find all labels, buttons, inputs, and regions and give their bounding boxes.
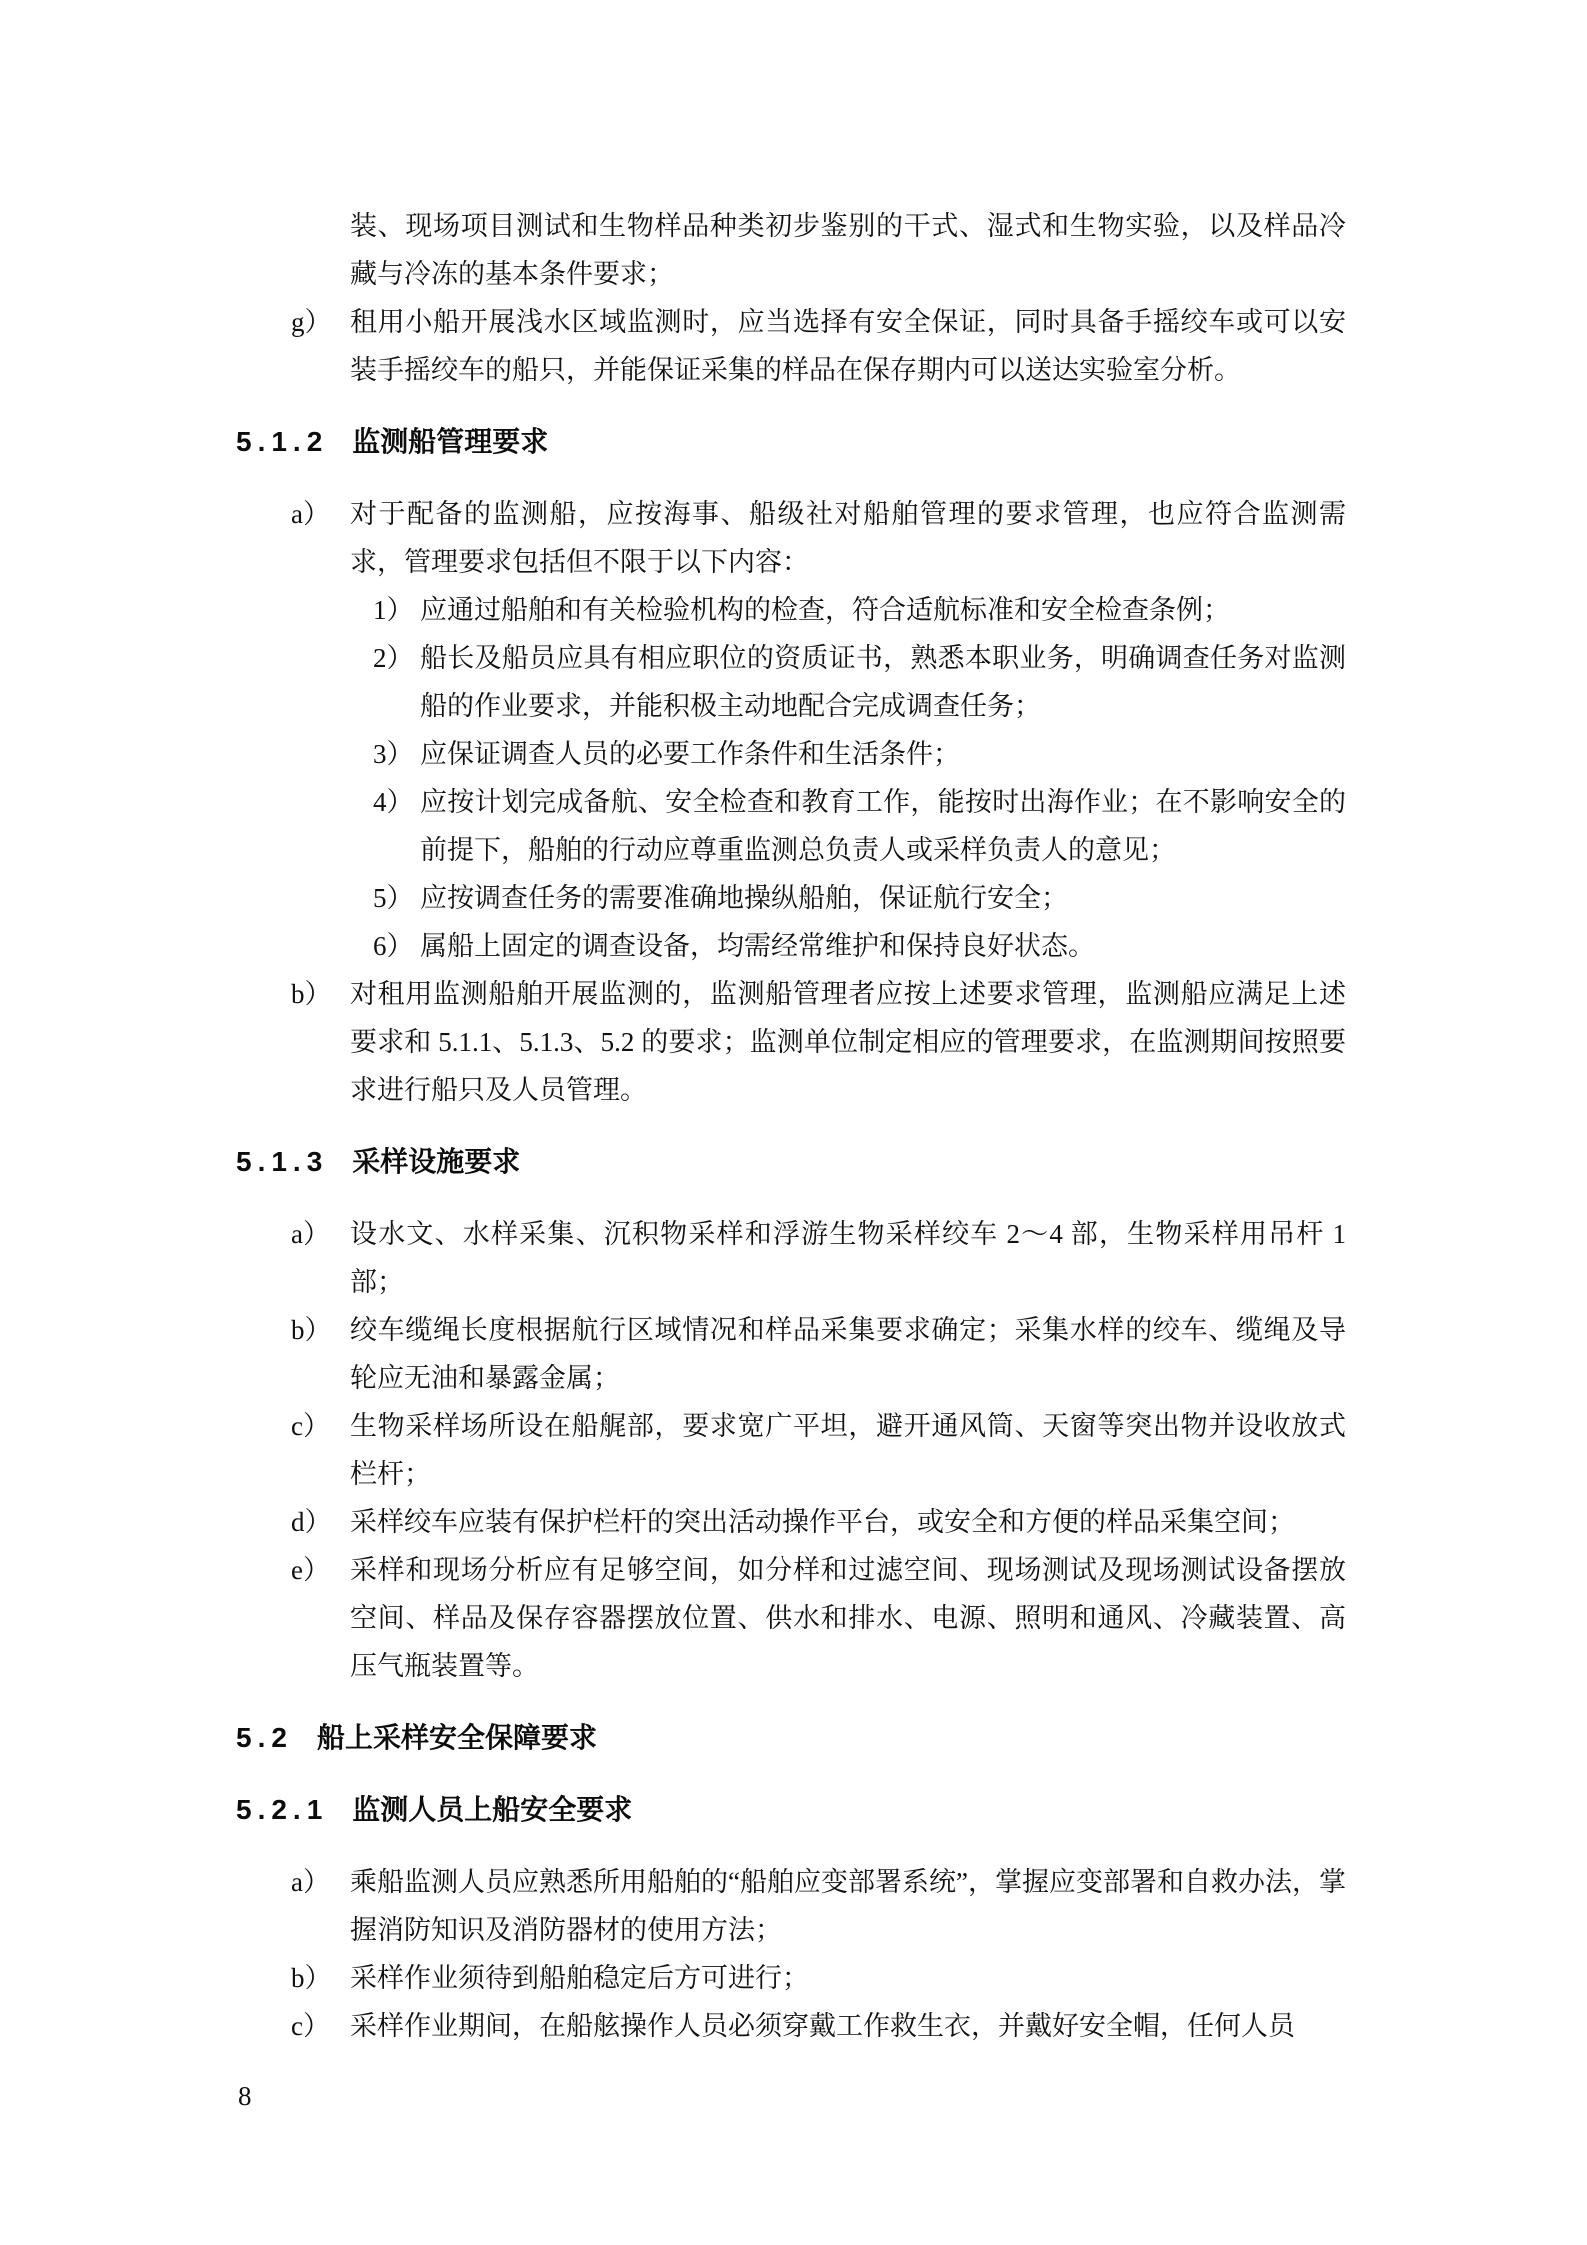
section-title: 监测人员上船安全要求 — [352, 1794, 633, 1825]
page-content — [236, 202, 1346, 2050]
sub-item-text: 应按计划完成备航、安全检查和教育工作，能按时出海作业；在不影响安全的前提下，船舶的行动应尊重监测总负责人或采样负责人的意见； — [420, 787, 1346, 865]
list-item-b — [236, 1306, 1346, 1402]
section-number: 5.1.3 — [236, 1146, 329, 1177]
list-marker: b） — [291, 1963, 332, 1993]
list-marker: a） — [291, 1219, 330, 1249]
continuation-paragraph: 装、现场项目测试和生物样品种类初步鉴别的干式、湿式和生物实验，以及样品冷藏与冷冻的基本条件要求； — [350, 211, 1346, 289]
section-title: 监测船管理要求 — [352, 426, 549, 457]
list-marker: d） — [291, 1507, 332, 1537]
section-heading-5-1-2 — [236, 418, 1346, 466]
sub-item-4 — [236, 778, 1346, 874]
section-heading-5-2 — [236, 1714, 1346, 1762]
sub-item-text: 应按调查任务的需要准确地操纵船舶，保证航行安全； — [420, 883, 1068, 913]
list-marker: a） — [291, 499, 330, 529]
list-item-a — [236, 1858, 1346, 1954]
sub-item-1 — [236, 586, 1346, 634]
section-heading-5-1-3 — [236, 1138, 1346, 1186]
sub-item-2 — [236, 634, 1346, 730]
sub-item-5 — [236, 874, 1346, 922]
list-item-c — [236, 1402, 1346, 1498]
sub-item-marker: 2） — [373, 643, 414, 673]
list-marker: b） — [291, 1315, 332, 1345]
sub-item-marker: 3） — [373, 739, 414, 769]
list-marker: a） — [291, 1867, 330, 1897]
list-item-text: 对于配备的监测船，应按海事、船级社对船舶管理的要求管理，也应符合监测需求，管理要求包括但不限于以下内容： — [350, 499, 1346, 577]
list-item-text: 采样作业期间，在船舷操作人员必须穿戴工作救生衣，并戴好安全帽，任何人员 — [350, 2011, 1295, 2041]
section-heading-5-2-1 — [236, 1786, 1346, 1834]
list-item-a — [236, 490, 1346, 586]
list-marker: c） — [291, 2011, 330, 2041]
sub-item-marker: 4） — [373, 787, 414, 817]
list-item-text: 对租用监测船舶开展监测的，监测船管理者应按上述要求管理，监测船应满足上述要求和 5.1.1、5.1.3、5.2 的要求；监测单位制定相应的管理要求，在监测期间按照要求进行船只及人员管理。 — [350, 979, 1346, 1105]
sub-item-marker: 1） — [373, 595, 414, 625]
list-item-d — [236, 1498, 1346, 1546]
list-item-text: 采样绞车应装有保护栏杆的突出活动操作平台，或安全和方便的样品采集空间； — [350, 1507, 1295, 1537]
sub-item-text: 属船上固定的调查设备，均需经常维护和保持良好状态。 — [420, 931, 1095, 961]
list-item-text: 采样作业须待到船舶稳定后方可进行； — [350, 1963, 809, 1993]
list-item-c — [236, 2002, 1346, 2050]
page-number: 8 — [238, 2081, 252, 2111]
section-title: 船上采样安全保障要求 — [316, 1722, 597, 1753]
sub-item-text: 应通过船舶和有关检验机构的检查，符合适航标准和安全检查条例； — [420, 595, 1230, 625]
list-item-text: 乘船监测人员应熟悉所用船舶的“船舶应变部署系统”，掌握应变部署和自救办法，掌握消防知识及消防器材的使用方法； — [350, 1867, 1346, 1945]
list-item-g — [236, 298, 1346, 394]
list-item-a — [236, 1210, 1346, 1306]
list-item-text: 采样和现场分析应有足够空间，如分样和过滤空间、现场测试及现场测试设备摆放空间、样品及保存容器摆放位置、供水和排水、电源、照明和通风、冷藏装置、高压气瓶装置等。 — [350, 1555, 1346, 1681]
sub-item-text: 应保证调查人员的必要工作条件和生活条件； — [420, 739, 960, 769]
list-marker: b） — [291, 979, 332, 1009]
list-item-text: 设水文、水样采集、沉积物采样和浮游生物采样绞车 2～4 部，生物采样用吊杆 1 部； — [350, 1219, 1346, 1297]
list-item-e — [236, 1546, 1346, 1690]
section-number: 5.2 — [236, 1722, 293, 1753]
list-item-text: 绞车缆绳长度根据航行区域情况和样品采集要求确定；采集水样的绞车、缆绳及导轮应无油和暴露金属； — [350, 1315, 1346, 1393]
sub-item-text: 船长及船员应具有相应职位的资质证书，熟悉本职业务，明确调查任务对监测船的作业要求，并能积极主动地配合完成调查任务； — [420, 643, 1346, 721]
list-item-text: 生物采样场所设在船艉部，要求宽广平坦，避开通风筒、天窗等突出物并设收放式栏杆； — [350, 1411, 1346, 1489]
section-title: 采样设施要求 — [352, 1146, 521, 1177]
sub-item-marker: 5） — [373, 883, 414, 913]
sub-item-3 — [236, 730, 1346, 778]
list-marker: e） — [291, 1555, 330, 1585]
list-marker: c） — [291, 1411, 330, 1441]
sub-item-6 — [236, 922, 1346, 970]
sub-item-marker: 6） — [373, 931, 414, 961]
list-item-text: 租用小船开展浅水区域监测时，应当选择有安全保证，同时具备手摇绞车或可以安装手摇绞车的船只，并能保证采集的样品在保存期内可以送达实验室分析。 — [350, 307, 1346, 385]
list-marker: g） — [291, 307, 332, 337]
list-item-b — [236, 970, 1346, 1114]
list-item-b — [236, 1954, 1346, 2002]
section-number: 5.1.2 — [236, 426, 329, 457]
section-number: 5.2.1 — [236, 1794, 329, 1825]
